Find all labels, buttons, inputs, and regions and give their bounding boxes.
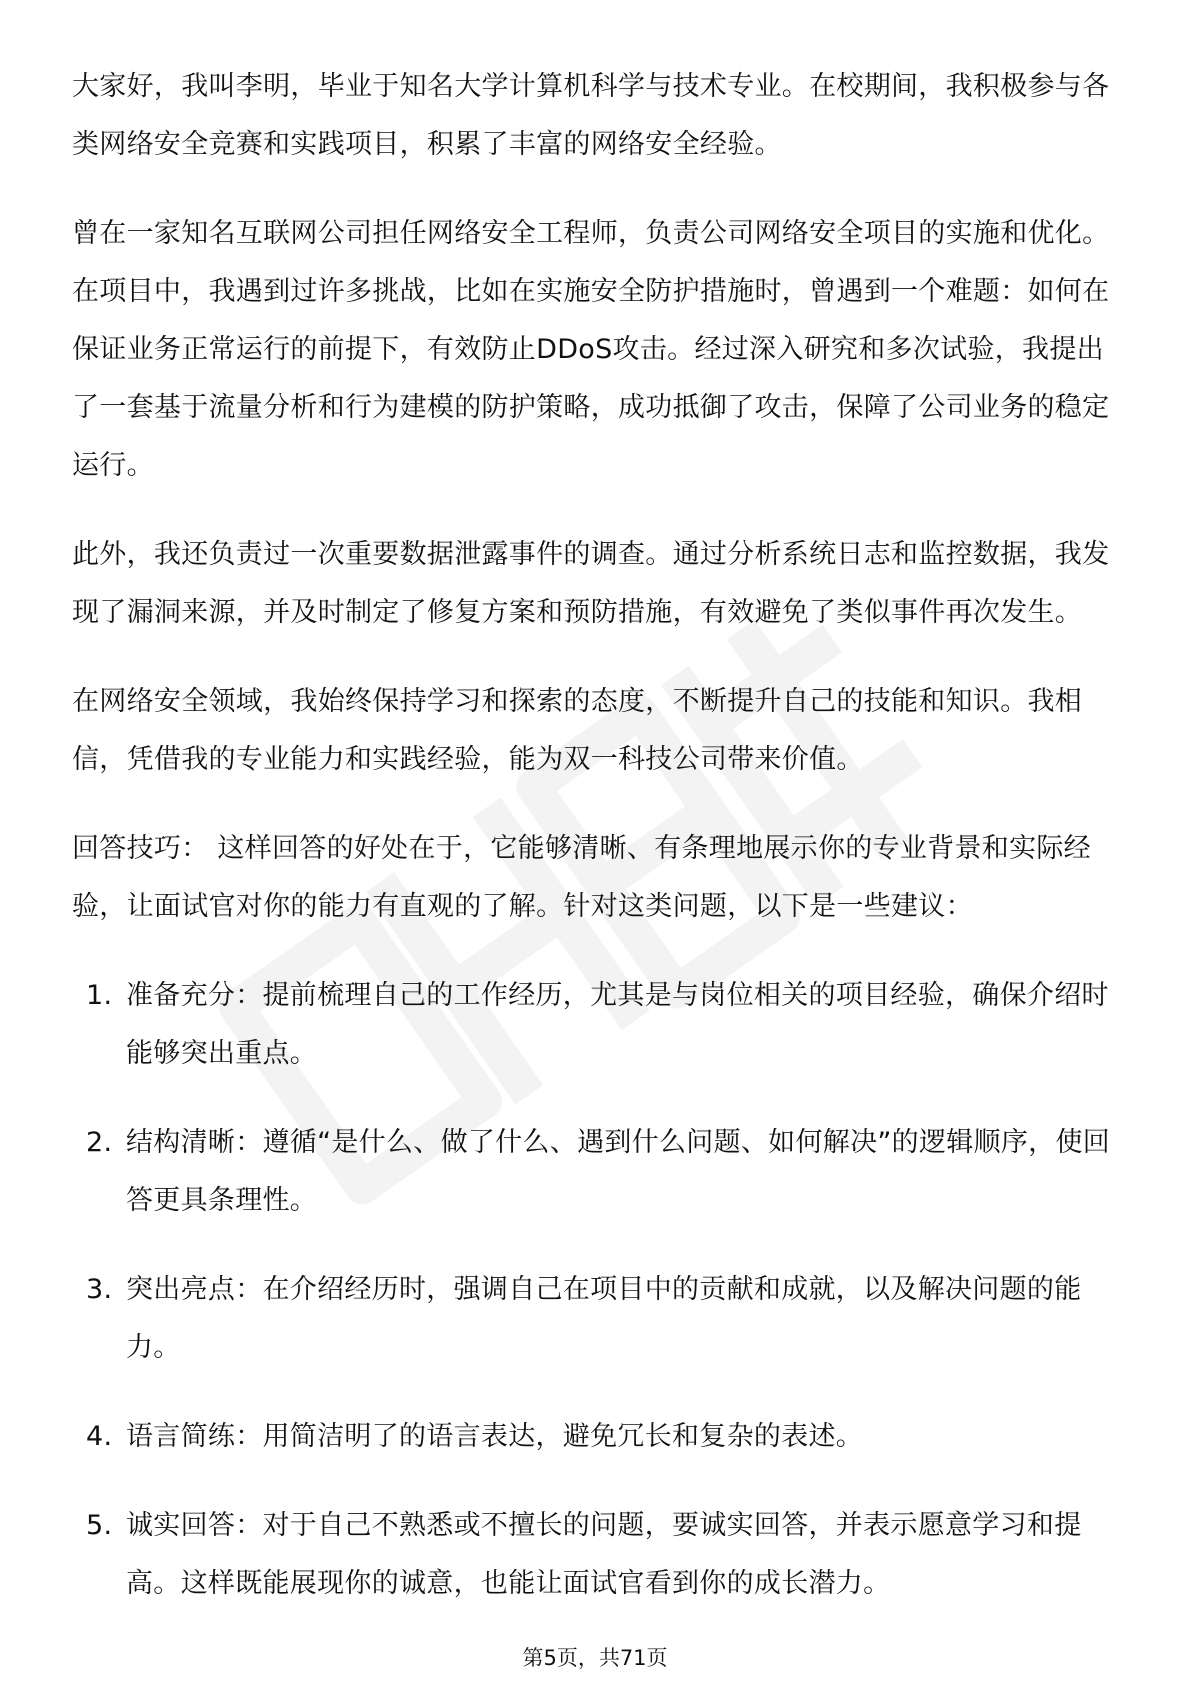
closing-paragraph: 在网络安全领域，我始终保持学习和探索的态度，不断提升自己的技能和知识。我相信，凭借我的专业能力和实践经验，能为双一科技公司带来价值。 [72,686,1083,775]
incident-paragraph: 此外，我还负责过一次重要数据泄露事件的调查。通过分析系统日志和监控数据，我发现了漏洞来源，并及时制定了修复方案和预防措施，有效避免了类似事件再次发生。 [72,539,1110,628]
list-item-text: 突出亮点：在介绍经历时，强调自己在项目中的贡献和成就，以及解决问题的能力。 [126,1274,1082,1363]
experience-paragraph: 曾在一家知名互联网公司担任网络安全工程师，负责公司网络安全项目的实施和优化。在项目中，我遇到过许多挑战，比如在实施安全防护措施时，曾遇到一个难题：如何在保证业务正常运行的前提下，有效防止DDoS攻击。经过深入研究和多次试验，我提出了一套基于流量分析和行为建模的防护策略，成功抵御了攻击，保障了公司业务的稳定运行。 [72,218,1110,481]
list-item-text: 语言简练：用简洁明了的语言表达，避免冗长和复杂的表述。 [126,1421,864,1452]
answer-tips-paragraph: 回答技巧： 这样回答的好处在于，它能够清晰、有条理地展示你的专业背景和实际经验，让面试官对你的能力有直观的了解。针对这类问题，以下是一些建议： [72,833,1091,922]
list-item-number: 1. [86,980,113,1011]
list-item-number: 3. [86,1274,113,1305]
list-item-number: 4. [86,1421,113,1452]
intro-paragraph: 大家好，我叫李明，毕业于知名大学计算机科学与技术专业。在校期间，我积极参与各类网络安全竞赛和实践项目，积累了丰富的网络安全经验。 [72,71,1110,160]
list-item-number: 5. [86,1510,113,1541]
page-number-footer: 第5页，共71页 [522,1646,668,1670]
list-item [72,1408,1122,1466]
tips-list [72,967,1122,1613]
list-item-text: 准备充分：提前梳理自己的工作经历，尤其是与岗位相关的项目经验，确保介绍时能够突出重点。 [126,980,1109,1069]
list-item-number: 2. [86,1127,113,1158]
list-item [72,1114,1122,1230]
list-item [72,1497,1122,1613]
main-content [72,58,1122,1644]
list-item [72,1261,1122,1377]
list-item-text: 诚实回答：对于自己不熟悉或不擅长的问题，要诚实回答，并表示愿意学习和提高。这样既能展现你的诚意，也能让面试官看到你的成长潜力。 [126,1510,1082,1599]
list-item [72,967,1122,1083]
list-item-text: 结构清晰：遵循“是什么、做了什么、遇到什么问题、如何解决”的逻辑顺序，使回答更具条理性。 [126,1127,1111,1216]
